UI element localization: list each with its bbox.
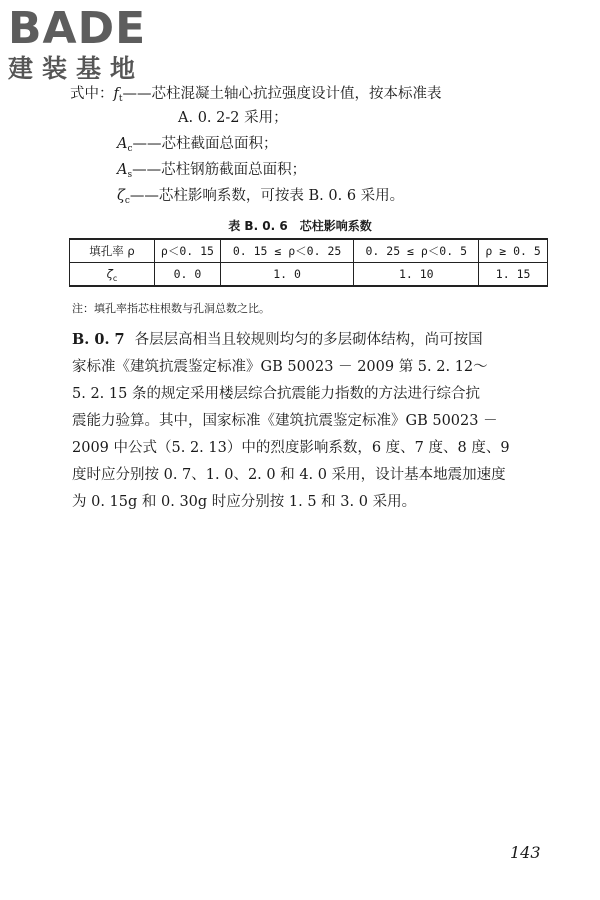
- watermark-logo: [8, 4, 146, 84]
- symbol: f: [113, 86, 119, 102]
- paragraph-line: 5. 2. 15 条的规定采用楼层综合抗震能力指数的方法进行综合抗: [72, 386, 480, 402]
- paragraph-line: 为 0. 15g 和 0. 30g 时应分别按 1. 5 和 3. 0 采用。: [72, 494, 417, 510]
- paragraph-line: [72, 326, 546, 354]
- symbol: A: [117, 136, 128, 152]
- table-header-cell: 0. 15 ≤ ρ＜0. 25: [220, 239, 353, 263]
- table-cell: 1. 0: [220, 263, 353, 287]
- definition-zeta: [117, 186, 404, 208]
- paragraph-line: 家标准《建筑抗震鉴定标准》GB 50023 － 2009 第 5. 2. 12～: [72, 359, 488, 375]
- symbol: ζ: [117, 188, 125, 204]
- definition-ac: [117, 134, 278, 156]
- table-cell: 0. 0: [155, 263, 221, 287]
- definition-prefix: 式中：: [70, 86, 114, 102]
- table-header-label: 填孔率 ρ: [70, 239, 155, 263]
- table-header-row: [70, 239, 548, 263]
- subscript: c: [112, 274, 118, 283]
- definition-as: [117, 160, 306, 182]
- definition-text: A. 0. 2-2 采用；: [178, 110, 288, 126]
- table-row: [70, 263, 548, 287]
- page-number: 143: [510, 843, 541, 862]
- table-row-label: [70, 263, 155, 287]
- logo-brand: BADE: [8, 3, 147, 54]
- table-header-cell: 0. 25 ≤ ρ＜0. 5: [354, 239, 479, 263]
- subscript: s: [127, 170, 133, 180]
- paragraph-line: 2009 中公式（5. 2. 13）中的烈度影响系数，6 度、7 度、8 度、9: [72, 440, 510, 456]
- paragraph-text: 各层层高相当且较规则均匀的多层砌体结构，尚可按国: [134, 332, 483, 348]
- symbol: A: [117, 162, 128, 178]
- subscript: c: [124, 196, 130, 206]
- definition-ft: [70, 84, 442, 106]
- subscript: t: [118, 94, 123, 104]
- definition-text: 芯柱钢筋截面总面积；: [161, 162, 307, 178]
- dash: ——: [132, 136, 162, 152]
- symbol: ζ: [106, 267, 113, 281]
- definition-text: 芯柱混凝土轴心抗拉强度设计值，按本标准表: [151, 86, 442, 102]
- clause-number: B. 0. 7: [72, 331, 125, 348]
- subscript: c: [127, 144, 133, 154]
- table-title: 表 B. 0. 6 芯柱影响系数: [228, 219, 372, 233]
- table-note: 注：填孔率指芯柱根数与孔洞总数之比。: [72, 302, 270, 315]
- paragraph-line: 度时应分别按 0. 7、1. 0、2. 0 和 4. 0 采用，设计基本地震加速度: [72, 467, 506, 483]
- definition-text: 芯柱影响系数，可按表 B. 0. 6 采用。: [158, 188, 405, 204]
- dash: ——: [129, 188, 159, 204]
- table-header-cell: ρ ≥ 0. 5: [479, 239, 548, 263]
- definition-ft-continued: [178, 108, 288, 128]
- dash: ——: [132, 162, 162, 178]
- table-header-cell: ρ＜0. 15: [155, 239, 221, 263]
- definition-text: 芯柱截面总面积；: [161, 136, 278, 152]
- table-cell: 1. 15: [479, 263, 548, 287]
- clause-paragraph: [72, 326, 546, 516]
- coefficient-table: [69, 238, 548, 287]
- dash: ——: [122, 86, 152, 102]
- table-cell: 1. 10: [354, 263, 479, 287]
- logo-subtitle: 建装基地: [8, 54, 145, 83]
- paragraph-line: 震能力验算。其中，国家标准《建筑抗震鉴定标准》GB 50023 －: [72, 413, 498, 429]
